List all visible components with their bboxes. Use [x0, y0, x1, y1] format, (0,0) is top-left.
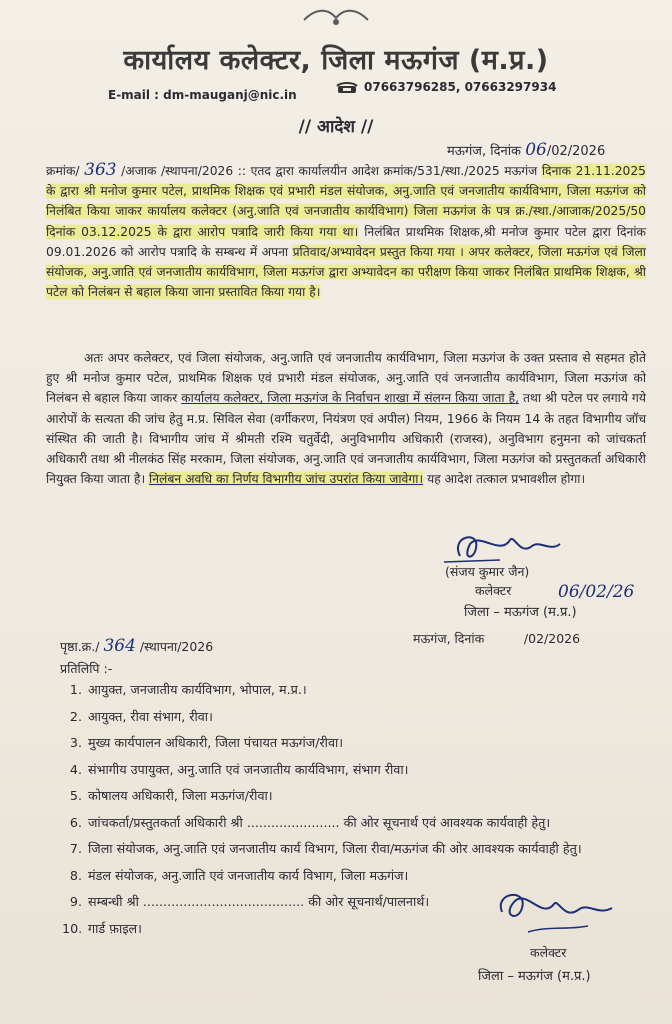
- phone-line: [336, 80, 556, 94]
- highlight: दिनाक 21.11.2025 के द्वारा श्री मनोज कुमार पटेल, प्राथमिक शिक्षक एवं प्रभारी मंडल संयोजक, अनु.जाति एवं जनजातीय कार्यविभाग, जिला मऊगंज को निलंबित किया जाकर कार्यालय कलेक्टर (अनु.जाति एवं जनजातीय कार्यविभाग) जिला मऊगंज के पत्र क्र./स्था./आजाक/2025/50 दिनांक 03.12.2025 के द्वारा आरोप पत्रादि जारी किया गया था।: [46, 164, 647, 239]
- list-item: 10. गार्ड फ़ाइल।: [62, 920, 142, 936]
- handwritten-day: 06: [525, 140, 547, 160]
- emblem-icon: [296, 6, 376, 30]
- list-item: 1. आयुक्त, जनजातीय कार्यविभाग, भोपाल, म.प्र.।: [69, 682, 307, 697]
- endorsement-number: पृष्ठा.क्र./ 364 /स्थापना/2026: [60, 636, 214, 656]
- list-item: 3. मुख्य कार्यपालन अधिकारी, जिला पंचायत मऊगंज/रीवा।: [69, 735, 344, 750]
- list-item: 2. आयुक्त, रीवा संभाग, रीवा।: [69, 708, 213, 724]
- highlight: निलंबन अवधि का निर्णय विभागीय जांच उपरांत किया जावेगा।: [149, 472, 424, 487]
- signatory-name: (संजय कुमार जैन): [445, 564, 530, 579]
- paragraph-1: क्रमांक/ 363 /अजाक /स्थापना/2026 :: एतद द्वारा कार्यालयीन आदेश क्रमांक/531/स्था./2025 मऊगंज दिनाक 21.11.2025 के द्वारा श्री मनोज कुमार पटेल, प्राथमिक शिक्षक एवं प्रभारी मंडल संयोजक, अनु.जाति एवं जनजातीय कार्यविभाग, जिला मऊगंज को निलंबित किया जाकर कार्यालय कलेक्टर (अनु.जाति एवं जनजातीय कार्यविभाग) जिला मऊगंज के पत्र क्र./स्था./आजाक/2025/50 दिनांक 03.12.2025 के द्वारा आरोप पत्रादि जारी किया गया था। निलंबित प्राथमिक शिक्षक,श्री मनोज कुमार पटेल द्वारा दिनांक 09.01.2026 को आरोप पत्रादि के सम्बन्ध में अपना प्रतिवाद/अभ्यावेदन प्रस्तुत किया गया । अपर कलेक्टर, जिला मऊगंज एवं जिला संयोजक, अनु.जाति एवं जनजातीय कार्यविभाग, जिला मऊगंज द्वारा अभ्यावेदन का परीक्षण किया जाकर निलंबित प्राथमिक शिक्षक, श्री पटेल को निलंबन से बहाल किया जाना प्रस्तावित किया गया है।: [46, 160, 647, 300]
- office-heading: कार्यालय कलेक्टर, जिला मऊगंज (म.प्र.): [123, 45, 549, 76]
- signature-icon: [488, 886, 628, 946]
- paragraph-2: अतः अपर कलेक्टर, एवं जिला संयोजक, अनु.जाति एवं जनजातीय कार्यविभाग, जिला मऊगंज के उक्त प्रस्ताव से सहमत होते हुए श्री मनोज कुमार पटेल, प्राथमिक शिक्षक एवं प्रभारी मंडल संयोजक, अनु.जाति एवं जनजातीय कार्यविभाग, जिला मऊगंज को निलंबन से बहाल किया जाकर कार्यालय कलेक्टर, जिला मऊगंज के निर्वाचन शाखा में संलग्न किया जाता है, तथा श्री पटेल पर लगाये गये आरोपों के सत्यता की जांच हेतु म.प्र. सिविल सेवा (वर्गीकरण, नियंत्रण एवं अपील) नियम, 1966 के नियम 14 के तहत विभागीय जॉच संस्थित की जाती है। विभागीय जांच में श्रीमती रश्मि चतुर्वेदी, अनुविभागीय अधिकारी (राजस्व), अनुविभाग हनुमना को जांचकर्ता अधिकारी तथा श्री नीलकंठ सिंह मरकाम, जिला संयोजक, अनु.जाति एवं जनजातीय कार्यविभाग, जिला मऊगंज को प्रस्तुतकर्ता अधिकारी नियुक्त किया जाता है। निलंबन अवधि का निर्णय विभागीय जांच उपरांत किया जावेगा। यह आदेश तत्काल प्रभावशील होगा।: [46, 351, 647, 487]
- signatory-district-2: जिला – मऊगंज (म.प्र.): [478, 969, 591, 984]
- list-item: 5. कोषालय अधिकारी, जिला मऊगंज/रीवा।: [69, 788, 273, 803]
- list-item: 4. संभागीय उपायुक्त, अनु.जाति एवं जनजातीय कार्यविभाग, संभाग रीवा।: [69, 761, 409, 777]
- copy-heading: प्रतिलिपि :-: [60, 661, 113, 676]
- phone-numbers: 07663796285, 07663297934: [364, 80, 557, 94]
- handwritten-sign-date: 06/02/26: [558, 582, 635, 602]
- endorsement-date: मऊगंज, दिनांक /02/2026: [413, 631, 581, 646]
- underlined-text: कार्यालय कलेक्टर, जिला मऊगंज के निर्वाचन शाखा में संलग्न किया जाता है,: [181, 391, 519, 406]
- signatory-designation: कलेक्टर: [475, 583, 512, 598]
- handwritten-order-number: 363: [84, 160, 117, 180]
- list-item: 6. जांचकर्ता/प्रस्तुतकर्ता अधिकारी श्री ....................... की ओर सूचनार्थ एवं आवश्यक कार्यवाही हेतु।: [69, 814, 551, 830]
- order-date: मऊगंज, दिनांक 06/02/2026: [447, 140, 606, 160]
- telephone-icon: [336, 82, 358, 94]
- signatory-district: जिला – मऊगंज (म.प्र.): [464, 605, 577, 620]
- list-item: 7. जिला संयोजक, अनु.जाति एवं जनजातीय कार्य विभाग, जिला रीवा/मऊगंज की ओर आवश्यक कार्यवाही हेतु।: [69, 841, 582, 856]
- signatory-designation-2: कलेक्टर: [530, 945, 567, 960]
- list-item: 8. मंडल संयोजक, अनु.जाति एवं जनजातीय कार्य विभाग, जिला मऊगंज।: [69, 867, 409, 883]
- handwritten-endorsement-number: 364: [103, 636, 136, 656]
- list-item: 9. सम्बन्धी श्री ........................................ की ओर सूचनार्थ/पालनार्थ।: [69, 894, 430, 909]
- order-title: // आदेश //: [298, 117, 374, 137]
- highlight: प्रतिवाद/अभ्यावेदन प्रस्तुत किया गया । अपर कलेक्टर, जिला मऊगंज एवं जिला संयोजक, अनु.जाति एवं जनजातीय कार्यविभाग, जिला मऊगंज द्वारा अभ्यावेदन का परीक्षण किया जाकर निलंबित प्राथमिक शिक्षक, श्री पटेल को निलंबन से बहाल किया जाना प्रस्तावित किया गया है।: [46, 244, 646, 300]
- email-line: E-mail : dm-mauganj@nic.in: [108, 88, 297, 102]
